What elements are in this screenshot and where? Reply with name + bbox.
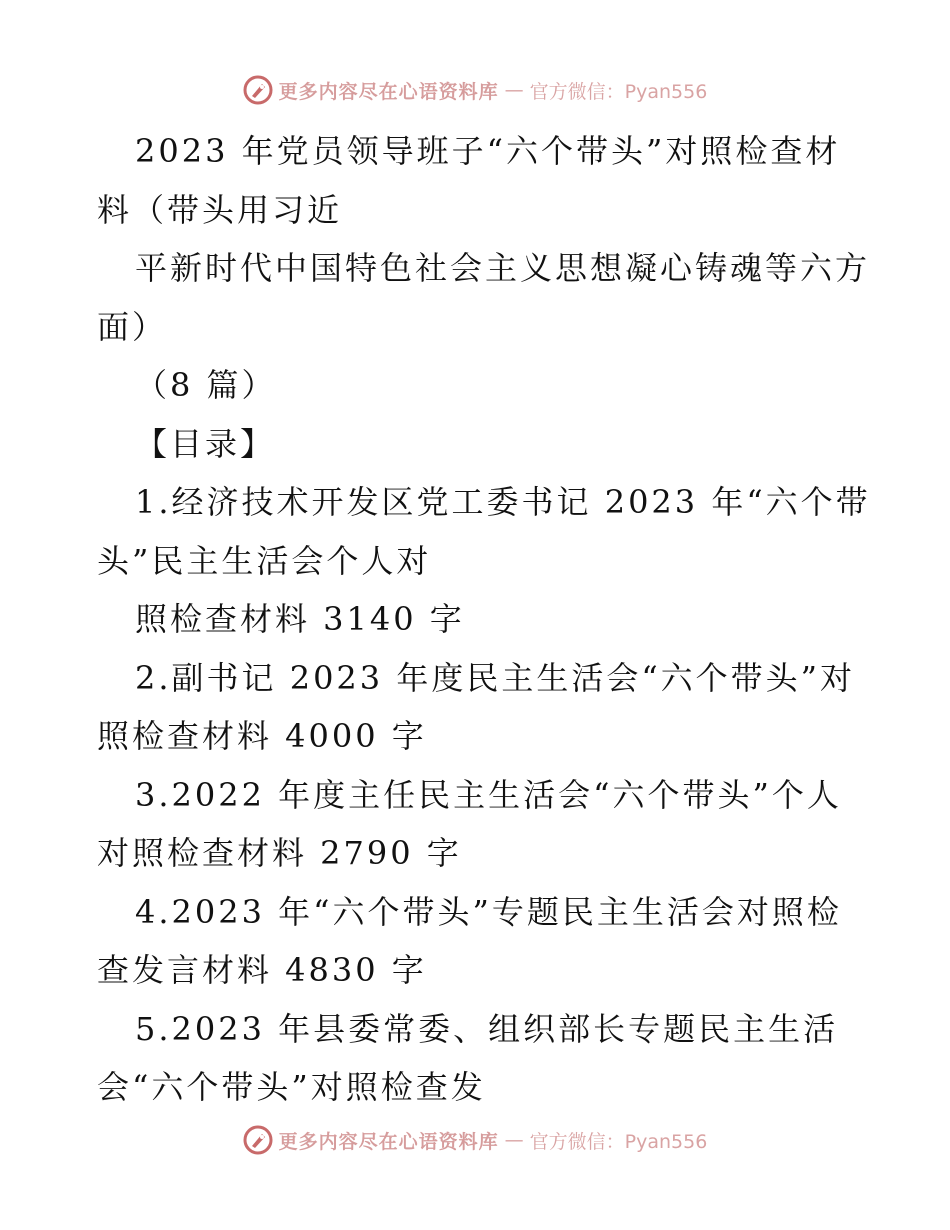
title-line-2: 料（带头用习近	[97, 190, 343, 229]
toc-heading: 【目录】	[135, 424, 276, 463]
title-line-4: 面）	[97, 307, 168, 346]
watermark-separator: —	[504, 1129, 524, 1151]
title-line-3: 平新时代中国特色社会主义思想凝心铸魂等六方	[135, 249, 871, 287]
toc-line-5: 照检查材料 4000 字	[97, 717, 427, 755]
toc-line-8: 4.2023 年“六个带头”专题民主生活会对照检	[135, 892, 842, 931]
watermark-contact: 官方微信：Pyan556	[529, 1130, 708, 1153]
pen-nib-logo-icon	[243, 1125, 273, 1155]
watermark-separator: —	[504, 79, 524, 101]
title-line-1: 2023 年党员领导班子“六个带头”对照检查材	[135, 132, 841, 170]
document-body	[97, 122, 871, 1117]
article-count: （8 篇）	[135, 366, 277, 404]
toc-line-2: 头”民主生活会个人对	[97, 541, 432, 580]
toc-line-1: 1.经济技术开发区党工委书记 2023 年“六个带	[135, 483, 871, 521]
watermark-contact: 官方微信：Pyan556	[529, 80, 708, 103]
watermark-main-text: 更多内容尽在心语资料库	[278, 80, 499, 103]
toc-line-10: 5.2023 年县委常委、组织部长专题民主生活	[135, 1009, 839, 1048]
toc-line-9: 查发言材料 4830 字	[97, 951, 427, 989]
toc-line-3: 照检查材料 3140 字	[135, 600, 465, 638]
watermark-main-text: 更多内容尽在心语资料库	[278, 1130, 499, 1153]
toc-line-4: 2.副书记 2023 年度民主生活会“六个带头”对	[135, 658, 856, 697]
watermark-footer	[0, 1120, 950, 1160]
toc-line-6: 3.2022 年度主任民主生活会“六个带头”个人	[135, 775, 842, 814]
toc-line-11: 会“六个带头”对照检查发	[97, 1068, 486, 1106]
watermark-header	[0, 70, 950, 110]
pen-nib-logo-icon	[243, 75, 273, 105]
toc-line-7: 对照检查材料 2790 字	[97, 834, 462, 872]
